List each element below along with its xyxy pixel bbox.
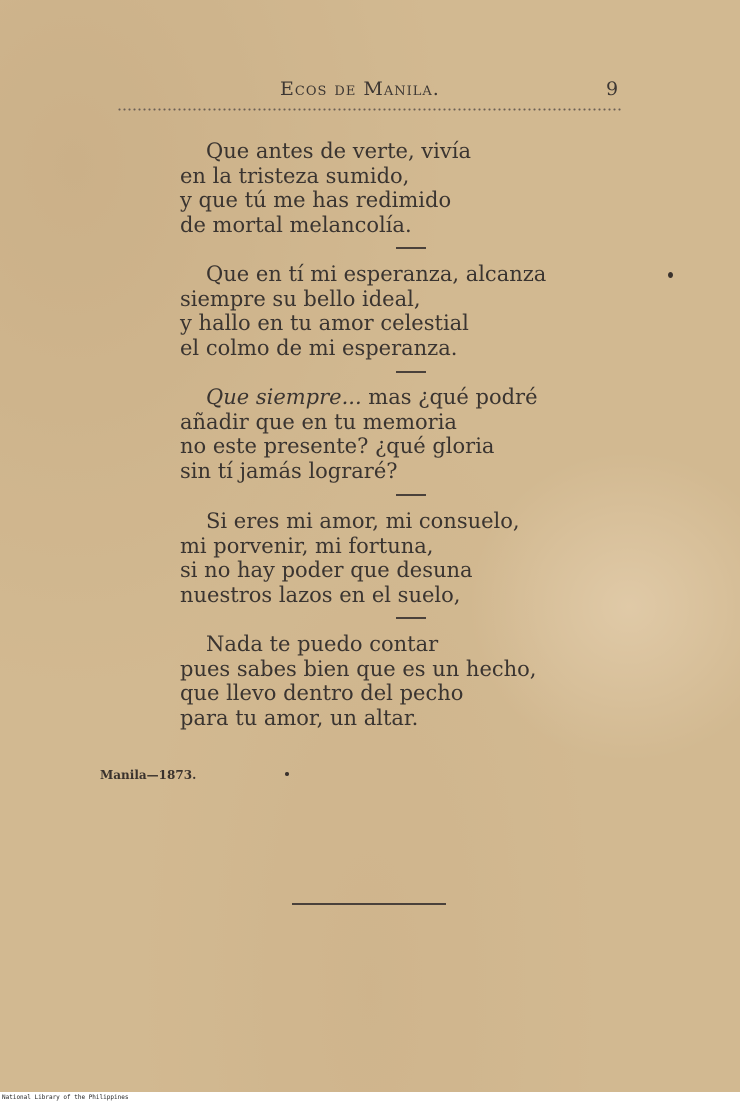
ink-speck xyxy=(285,772,289,776)
verse-line: Si eres mi amor, mi consuelo, xyxy=(206,509,520,533)
stanza-separator xyxy=(396,247,426,249)
verse-line: en la tristeza sumido, xyxy=(180,163,410,188)
verse-line: nuestros lazos en el suelo, xyxy=(180,582,461,607)
italic-phrase: Que siempre... xyxy=(206,385,362,409)
verse-line: que llevo dentro del pecho xyxy=(180,681,464,705)
stanza-5 xyxy=(180,632,537,730)
verse-line: siempre su bello ideal, xyxy=(180,286,421,311)
verse-line: y que tú me has redimido xyxy=(180,188,452,212)
place-date-signature: Manila—1873. xyxy=(100,768,197,782)
stanza-1 xyxy=(180,139,471,237)
library-credit: National Library of the Philippines xyxy=(2,1094,129,1101)
ink-speck xyxy=(668,272,673,278)
stanza-separator xyxy=(396,371,426,373)
page-number: 9 xyxy=(606,78,619,100)
stanza-4 xyxy=(180,509,520,607)
stanza-separator xyxy=(396,617,426,619)
verse-line: añadir que en tu memoria xyxy=(180,409,457,434)
verse-line: para tu amor, un altar. xyxy=(180,705,419,730)
verse-line: Nada te puedo contar xyxy=(206,632,439,656)
verse-line: Que antes de verte, vivía xyxy=(206,139,471,163)
verse-line xyxy=(180,385,538,410)
verse-line: de mortal melancolía. xyxy=(180,212,412,237)
verse-line: no este presente? ¿qué gloria xyxy=(180,434,495,458)
verse-line: Que en tí mi esperanza, alcanza xyxy=(206,262,547,286)
verse-line: si no hay poder que desuna xyxy=(180,558,473,582)
stanza-3 xyxy=(180,385,538,483)
stanza-2 xyxy=(180,262,546,360)
header-dotted-rule xyxy=(117,108,622,111)
verse-line: el colmo de mi esperanza. xyxy=(180,335,458,360)
stanza-separator xyxy=(396,494,426,496)
verse-line: y hallo en tu amor celestial xyxy=(180,311,469,335)
verse-line: pues sabes bien que es un hecho, xyxy=(180,656,537,681)
running-header-title: Ecos de Manila. xyxy=(280,78,440,100)
verse-line: sin tí jamás lograré? xyxy=(180,458,398,483)
end-rule xyxy=(292,903,446,905)
verse-line: mi porvenir, mi fortuna, xyxy=(180,533,434,558)
verse-line-rest: mas ¿qué podré xyxy=(361,385,538,409)
